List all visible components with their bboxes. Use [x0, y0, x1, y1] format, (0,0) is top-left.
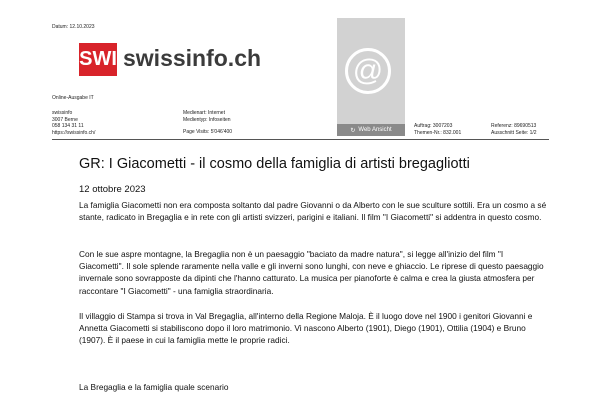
- page-visits: Page Visits: 5'046'400: [183, 129, 233, 135]
- article-title: GR: I Giacometti - il cosmo della famiglia di artisti bregagliotti: [79, 156, 470, 172]
- media-info: [183, 110, 231, 123]
- auftrag: Auftrag: 3007203: [414, 123, 453, 129]
- publisher-city: 3007 Berne: [52, 116, 78, 123]
- publisher-block: [52, 110, 95, 136]
- themen-nr: Themen-Nr.: 832.001: [414, 129, 462, 136]
- article-paragraph: La famiglia Giacometti non era composta soltanto dal padre Giovanni o da Alberto con le sue sculture sottili. Era un cosmo a sé stante, radicato in Bregaglia e in rete con gli artisti svizzeri, parigini e italiani. Il film "I Giacometti" si addentra in questo cosmo.: [79, 200, 547, 223]
- publisher-phone: 058 134 31 11: [52, 123, 84, 129]
- edition-label: Online-Ausgabe IT: [52, 95, 94, 101]
- web-view-label[interactable]: [337, 124, 405, 136]
- publisher-url[interactable]: https://swissinfo.ch/: [52, 129, 96, 136]
- article-date: 12 ottobre 2023: [79, 184, 146, 195]
- document-date: Datum: 12.10.2023: [52, 24, 95, 30]
- swissinfo-logo-text: swissinfo.ch: [123, 45, 262, 71]
- reference-info: [491, 123, 537, 136]
- article-paragraph: Con le sue aspre montagne, la Bregaglia non è un paesaggio "baciato da madre natura", si legge all'inizio del film "I Giacometti". Il sole splende raramente nella valle e gli inverni sono lunghi, con neve e ghiaccio. Le riprese di questo paesaggio invernale sono sovrapposte da dipinti che l'hanno catturato. La musica per pianoforte è calma e crea la giusta atmosfera per raccontare "I Giacometti" - una famiglia straordinaria.: [79, 249, 544, 296]
- article-subheading: La Bregaglia e la famiglia quale scenario: [79, 382, 229, 392]
- article-paragraph: Il villaggio di Stampa si trova in Val Bregaglia, all'interno della Regione Maloja. È il luogo dove nel 1900 i genitori Giovanni e Annetta Giacometti si stabiliscono dopo il loro matrimonio. Vi nascono Alberto (1901), Diego (1901), Ottilia (1904) e Bruno (1907). È il paese in cui la famiglia mette le proprie radici.: [79, 311, 533, 346]
- order-info: [414, 123, 461, 136]
- swi-logo-mark: SWI: [79, 43, 117, 76]
- web-view-text: Web Ansicht: [358, 127, 392, 133]
- at-sign-icon: @: [345, 48, 391, 94]
- medientyp: Medientyp: Infoseiten: [183, 116, 231, 123]
- link-icon: ↻: [350, 127, 356, 134]
- publisher-name: swissinfo: [52, 110, 73, 116]
- referenz: Referenz: 89690513: [491, 123, 537, 129]
- medienart: Medienart: Internet: [183, 110, 225, 116]
- header-divider: [52, 139, 549, 140]
- ausschnitt: Ausschnitt Seite: 1/2: [491, 129, 537, 136]
